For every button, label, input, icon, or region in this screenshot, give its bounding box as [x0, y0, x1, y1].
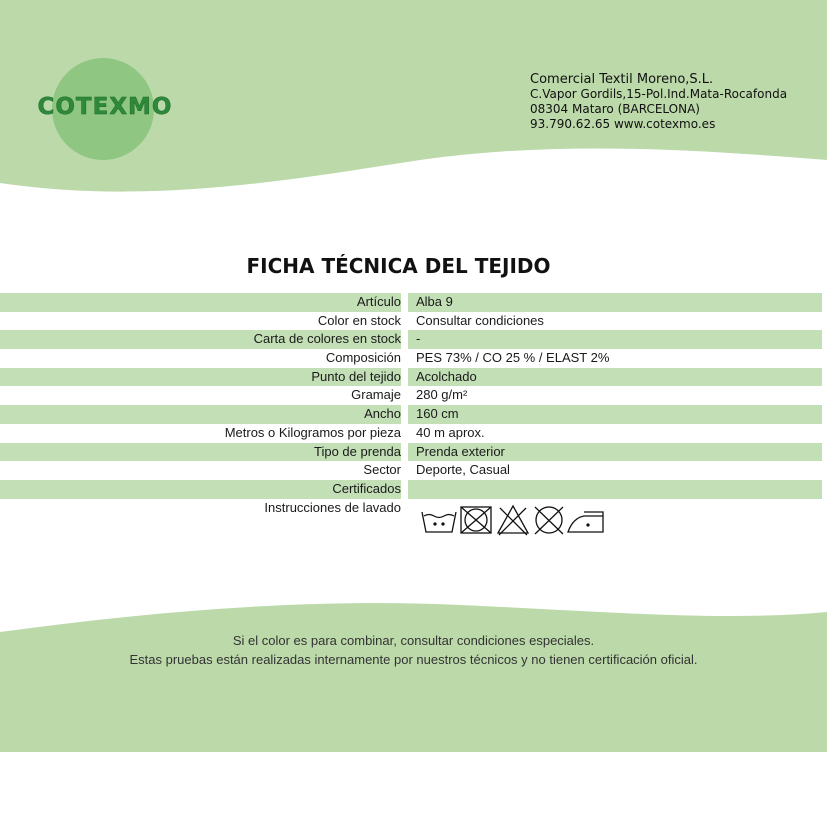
row-value: Deporte, Casual: [416, 462, 510, 478]
row-value: Alba 9: [416, 294, 453, 309]
row-value: 40 m aprox.: [416, 424, 485, 440]
care-instructions: [421, 504, 611, 536]
company-name: Comercial Textil Moreno,S.L.: [530, 72, 714, 87]
row-label: Ancho: [364, 406, 401, 422]
company-info: [530, 72, 787, 132]
no-bleach-icon: [498, 506, 528, 535]
table-row: [0, 424, 822, 443]
company-address-line2: 08304 Mataro (BARCELONA): [530, 102, 700, 116]
no-dry-clean-icon: [535, 507, 563, 534]
table-row: [0, 293, 822, 312]
page-title: FICHA TÉCNICA DEL TEJIDO: [246, 254, 551, 278]
row-label: Tipo de prenda: [314, 443, 401, 459]
table-row: [0, 312, 822, 331]
table-row: [0, 368, 822, 387]
row-label: Metros o Kilogramos por pieza: [224, 424, 401, 440]
wash-30-icon: [422, 512, 456, 532]
row-label: Artículo: [356, 294, 401, 309]
logo-text: COTEXMO: [37, 94, 173, 120]
table-row: [0, 480, 822, 499]
company-address-line1: C.Vapor Gordils,15-Pol.Ind.Mata-Rocafonda: [530, 87, 788, 101]
footer-note-2: Estas pruebas están realizadas internamente por nuestros técnicos y no tienen certificación oficial.: [129, 652, 698, 667]
table-row: [0, 405, 822, 424]
row-label: Composición: [325, 350, 401, 366]
table-row: [0, 386, 822, 405]
table-row: [0, 330, 822, 349]
row-label: Sector: [363, 462, 401, 478]
table-row: [0, 443, 822, 462]
row-label: Color en stock: [317, 312, 401, 328]
company-logo: [30, 58, 180, 162]
spec-table: [0, 293, 822, 539]
row-value: [408, 480, 822, 499]
row-value: PES 73% / CO 25 % / ELAST 2%: [416, 350, 610, 366]
table-row: [0, 499, 822, 539]
row-label: Certificados: [332, 480, 401, 496]
no-tumble-dry-icon: [461, 507, 491, 533]
row-value: -: [416, 331, 421, 347]
row-value: Acolchado: [416, 368, 477, 384]
table-row: [0, 461, 822, 480]
footer-note-1: Si el color es para combinar, consultar condiciones especiales.: [232, 633, 595, 648]
footer-wave: [0, 603, 827, 752]
company-contact: 93.790.62.65 www.cotexmo.es: [530, 117, 716, 131]
row-label: Gramaje: [351, 387, 401, 403]
iron-low-icon: [568, 512, 603, 532]
row-label: Carta de colores en stock: [253, 331, 401, 347]
row-value: Consultar condiciones: [416, 312, 544, 328]
row-label: Instrucciones de lavado: [264, 499, 401, 515]
row-value: Prenda exterior: [416, 443, 505, 459]
table-row: [0, 349, 822, 368]
row-value: 160 cm: [416, 406, 459, 422]
row-label: Punto del tejido: [311, 368, 401, 384]
row-value: 280 g/m²: [416, 387, 468, 403]
